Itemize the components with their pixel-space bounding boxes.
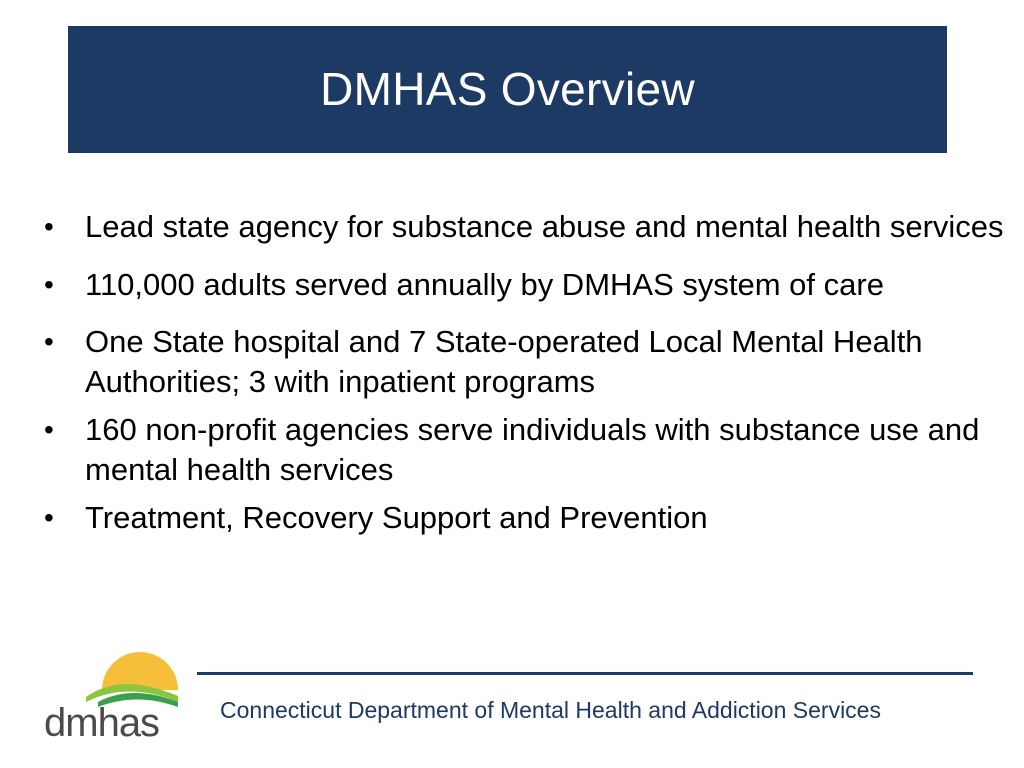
bullet-dot: •: [44, 211, 54, 242]
dmhas-logo: [40, 652, 180, 742]
bullet-text: One State hospital and 7 State-operated Local Mental Health Authorities; 3 with inpatient programs: [85, 324, 923, 399]
bullet-dot: •: [44, 414, 54, 445]
bullet-dot: •: [44, 269, 54, 300]
slide-title: DMHAS Overview: [320, 62, 695, 115]
logo-wordmark: dmhas: [44, 701, 160, 742]
bullet-item: [40, 207, 1005, 247]
logo-sun-icon: [102, 652, 178, 690]
bullet-text: Treatment, Recovery Support and Prevention: [85, 500, 708, 535]
bullet-text: 160 non-profit agencies serve individuals with substance use and mental health services: [85, 412, 980, 487]
bullet-item: [40, 265, 1005, 305]
bullet-item: [40, 322, 1005, 402]
footer-organization-name: Connecticut Department of Mental Health and Addiction Services: [220, 697, 881, 723]
bullet-dot: •: [44, 326, 54, 357]
bullet-text: Lead state agency for substance abuse and mental health services: [85, 209, 1004, 244]
bullet-item: [40, 410, 1005, 490]
bullet-text: 110,000 adults served annually by DMHAS system of care: [85, 267, 884, 302]
title-banner: [68, 26, 947, 153]
footer-divider: [197, 672, 973, 675]
bullet-item: [40, 498, 1005, 538]
bullet-dot: •: [44, 502, 54, 533]
bullet-list: [40, 207, 1005, 538]
